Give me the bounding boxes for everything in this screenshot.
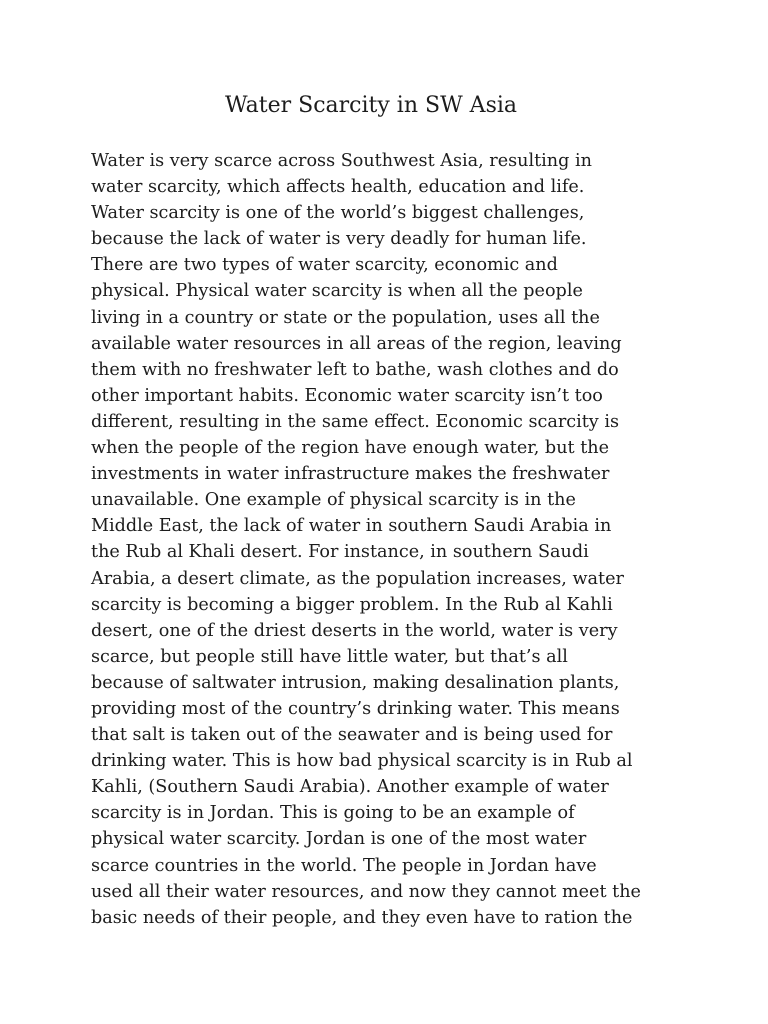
- body-line: because the lack of water is very deadly for human life.: [91, 229, 587, 250]
- body-line: providing most of the country’s drinking water. This means: [91, 698, 620, 719]
- document-body: [91, 148, 711, 931]
- body-line: physical. Physical water scarcity is when all the people: [91, 281, 583, 302]
- body-line: used all their water resources, and now they cannot meet the: [91, 881, 641, 902]
- body-line: available water resources in all areas of the region, leaving: [91, 333, 622, 354]
- body-line: living in a country or state or the population, uses all the: [91, 307, 600, 328]
- body-line: investments in water infrastructure makes the freshwater: [91, 464, 610, 485]
- body-line: when the people of the region have enough water, but the: [91, 438, 610, 459]
- body-line: scarcity is becoming a bigger problem. In the Rub al Kahli: [91, 594, 613, 615]
- body-line: Water is very scarce across Southwest Asia, resulting in: [91, 151, 592, 171]
- body-line: drinking water. This is how bad physical scarcity is in Rub al: [91, 751, 633, 772]
- document-title: Water Scarcity in SW Asia: [224, 93, 518, 118]
- body-line: Kahli, (Southern Saudi Arabia). Another example of water: [91, 777, 609, 798]
- body-line: basic needs of their people, and they even have to ration the: [91, 907, 633, 928]
- body-line: water scarcity, which affects health, education and life.: [91, 177, 585, 198]
- body-line: different, resulting in the same effect. Economic scarcity is: [91, 411, 619, 432]
- body-line: desert, one of the driest deserts in the world, water is very: [91, 620, 618, 641]
- body-line: scarcity is in Jordan. This is going to be an example of: [91, 803, 575, 824]
- body-line: scarce, but people still have little water, but that’s all: [91, 646, 568, 667]
- body-line: Water scarcity is one of the world’s biggest challenges,: [91, 203, 585, 224]
- body-line: Arabia, a desert climate, as the population increases, water: [91, 568, 624, 589]
- body-line: unavailable. One example of physical scarcity is in the: [91, 490, 576, 511]
- body-line: other important habits. Economic water scarcity isn’t too: [91, 385, 603, 406]
- body-line: that salt is taken out of the seawater and is being used for: [91, 725, 613, 746]
- body-line: There are two types of water scarcity, economic and: [91, 255, 558, 276]
- body-line: them with no freshwater left to bathe, wash clothes and do: [91, 359, 619, 380]
- body-line: because of saltwater intrusion, making desalination plants,: [91, 672, 620, 693]
- body-line: the Rub al Khali desert. For instance, in southern Saudi: [91, 542, 589, 563]
- body-line: scarce countries in the world. The people in Jordan have: [91, 855, 597, 876]
- body-line: Middle East, the lack of water in southern Saudi Arabia in: [91, 516, 612, 537]
- body-line: physical water scarcity. Jordan is one of the most water: [91, 829, 587, 850]
